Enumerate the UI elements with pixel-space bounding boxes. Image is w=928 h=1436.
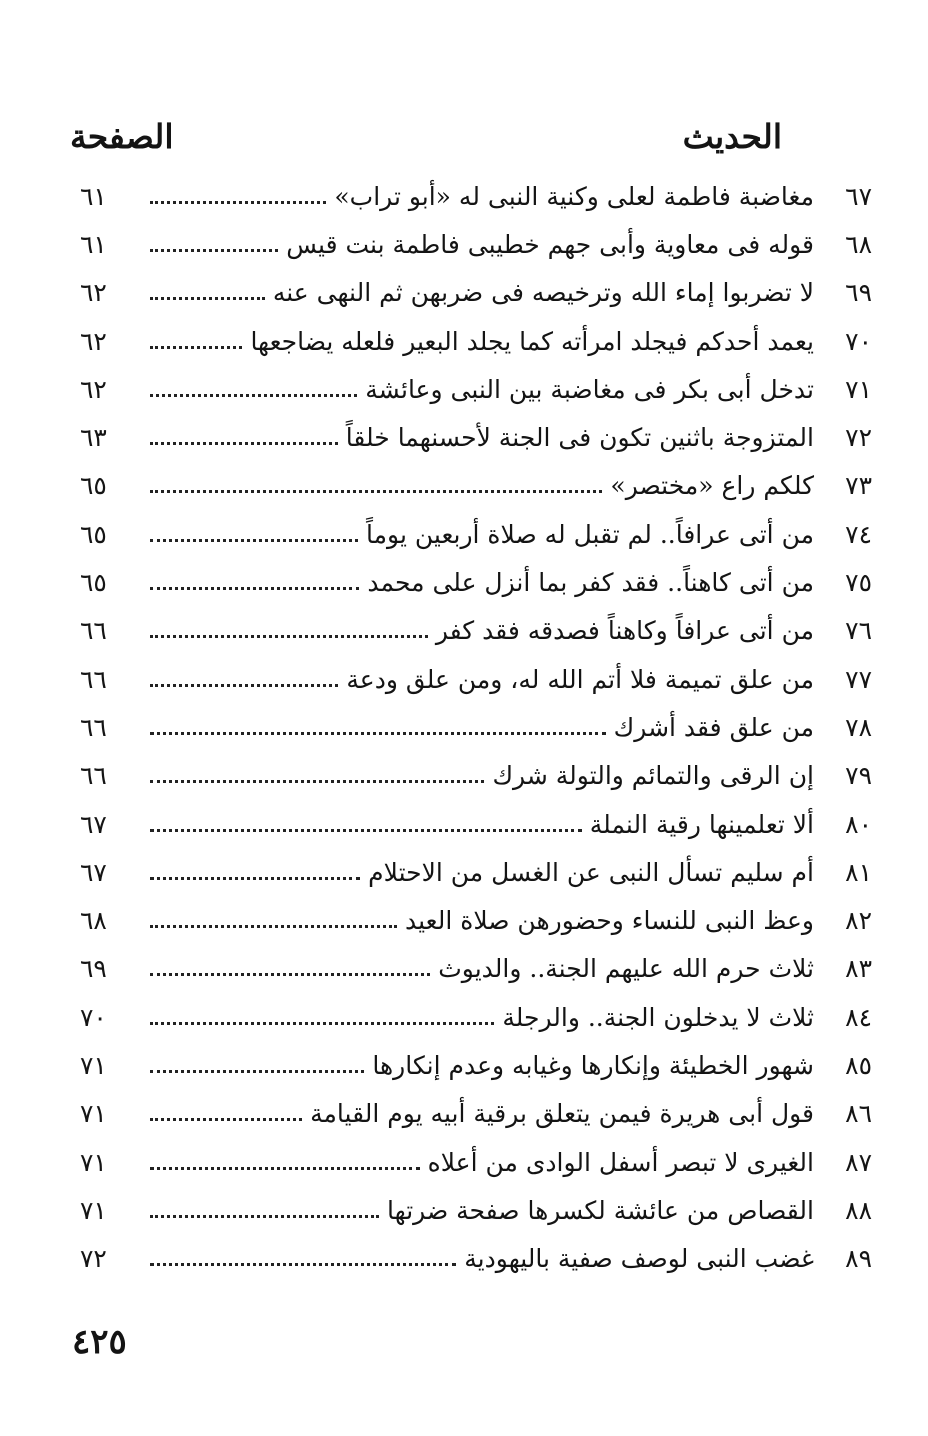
entry-number: ٧٢ (845, 423, 872, 453)
entry-title: وعظ النبى للنساء وحضورهن صلاة العيد (405, 906, 814, 936)
entry-number: ٧١ (845, 374, 872, 404)
entry-title: إن الرقى والتمائم والتولة شرك (492, 761, 814, 791)
leader-dots (150, 635, 428, 638)
entry-number: ٧٣ (845, 471, 872, 501)
entry-title: قوله فى معاوية وأبى جهم خطيبى فاطمة بنت قيس (286, 229, 814, 259)
hadith-column-heading: الحديث (682, 116, 782, 156)
entry-title: لا تضربوا إماء الله وترخيصه فى ضربهن ثم النهى عنه (272, 278, 814, 308)
entry-page: ٧١ (80, 1050, 107, 1080)
entry-page: ٦٥ (80, 471, 107, 501)
toc-entry (80, 993, 872, 1041)
entry-number: ٨٨ (845, 1195, 872, 1225)
entry-number: ٨٥ (845, 1050, 872, 1080)
entry-number: ٦٩ (845, 278, 872, 308)
leader-dots (150, 973, 430, 976)
leader-dots (150, 1263, 456, 1266)
entry-page: ٧٠ (80, 1002, 107, 1032)
leader-dots (150, 1070, 364, 1073)
toc-entry (80, 172, 872, 220)
leader-dots (150, 346, 242, 349)
entry-title: القصاص من عائشة لكسرها صفحة ضرتها (387, 1195, 814, 1225)
toc-entry (80, 800, 872, 848)
toc-entry (80, 220, 872, 268)
toc-entry (80, 317, 872, 365)
entry-page: ٧١ (80, 1195, 107, 1225)
entry-title: من أتى عرافاً.. لم تقبل له صلاة أربعين يوماً (366, 519, 814, 549)
toc-entry (80, 1235, 872, 1283)
toc-entry (80, 848, 872, 896)
toc-entry (80, 1090, 872, 1138)
entry-page: ٦٦ (80, 712, 107, 742)
entry-number: ٨٧ (845, 1147, 872, 1177)
toc-entry (80, 558, 872, 606)
entry-number: ٦٨ (845, 229, 872, 259)
entry-page: ٦٨ (80, 906, 107, 936)
entry-page: ٧٢ (80, 1244, 107, 1274)
toc-entry (80, 1138, 872, 1186)
leader-dots (150, 780, 484, 783)
entry-number: ٧٠ (845, 326, 872, 356)
entry-number: ٨٢ (845, 906, 872, 936)
entry-page: ٦٣ (80, 423, 107, 453)
entry-title: ثلاث لا يدخلون الجنة.. والرجلة (502, 1002, 814, 1032)
toc-entry (80, 703, 872, 751)
entry-title: غضب النبى لوصف صفية باليهودية (464, 1244, 814, 1274)
leader-dots (150, 1118, 302, 1121)
entry-page: ٦٦ (80, 761, 107, 791)
entry-number: ٦٧ (845, 181, 872, 211)
leader-dots (150, 539, 358, 542)
entry-page: ٦٦ (80, 616, 107, 646)
toc-entry (80, 365, 872, 413)
entry-number: ٨٦ (845, 1099, 872, 1129)
leader-dots (150, 249, 278, 252)
entry-page: ٦٢ (80, 278, 107, 308)
entry-page: ٦٩ (80, 954, 107, 984)
toc-entry (80, 510, 872, 558)
leader-dots (150, 829, 582, 832)
entry-number: ٧٥ (845, 568, 872, 598)
entry-page: ٦١ (80, 229, 107, 259)
entry-number: ٨٩ (845, 1244, 872, 1274)
entry-page: ٧١ (80, 1099, 107, 1129)
leader-dots (150, 394, 357, 397)
toc-header (70, 110, 782, 162)
entry-title: من علق فقد أشرك (613, 712, 814, 742)
entry-number: ٧٨ (845, 712, 872, 742)
leader-dots (150, 684, 338, 687)
leader-dots (150, 587, 359, 590)
entry-title: شهور الخطيئة وإنكارها وغيابه وعدم إنكارها (372, 1050, 814, 1080)
toc-entry (80, 752, 872, 800)
entry-page: ٦١ (80, 181, 107, 211)
entry-title: كلكم راع «مختصر» (610, 471, 814, 501)
entry-title: مغاضبة فاطمة لعلى وكنية النبى له «أبو تراب» (334, 181, 814, 211)
entry-number: ٧٤ (845, 519, 872, 549)
entry-title: ثلاث حرم الله عليهم الجنة.. والديوث (438, 954, 814, 984)
toc-entry (80, 462, 872, 510)
page-number: ٤٢٥ (72, 1322, 127, 1362)
toc-entry (80, 269, 872, 317)
entry-page: ٦٥ (80, 568, 107, 598)
entry-page: ٦٦ (80, 664, 107, 694)
toc-entry (80, 655, 872, 703)
leader-dots (150, 490, 602, 493)
leader-dots (150, 201, 326, 204)
toc-entry (80, 1041, 872, 1089)
leader-dots (150, 1167, 420, 1170)
entry-title: تدخل أبى بكر فى مغاضبة بين النبى وعائشة (365, 374, 814, 404)
entry-title: المتزوجة باثنين تكون فى الجنة لأحسنهما خلقاً (345, 423, 814, 453)
toc-entry (80, 1186, 872, 1234)
entry-title: الغيرى لا تبصر أسفل الوادى من أعلاه (427, 1147, 814, 1177)
leader-dots (150, 1215, 379, 1218)
toc-entry (80, 413, 872, 461)
entry-title: من أتى كاهناً.. فقد كفر بما أنزل على محمد (367, 568, 814, 598)
entry-number: ٧٧ (845, 664, 872, 694)
leader-dots (150, 732, 606, 735)
entry-title: من علق تميمة فلا أتم الله له، ومن علق ودعة (346, 664, 814, 694)
leader-dots (150, 297, 265, 300)
entry-title: يعمد أحدكم فيجلد امرأته كما يجلد البعير فلعله يضاجعها (250, 326, 814, 356)
entry-page: ٦٥ (80, 519, 107, 549)
entry-page: ٦٧ (80, 857, 107, 887)
table-of-contents (80, 172, 872, 1283)
leader-dots (150, 877, 360, 880)
entry-page: ٦٧ (80, 809, 107, 839)
entry-page: ٦٢ (80, 374, 107, 404)
leader-dots (150, 1022, 494, 1025)
entry-number: ٧٦ (845, 616, 872, 646)
entry-title: من أتى عرافاً وكاهناً فصدقه فقد كفر (435, 616, 814, 646)
leader-dots (150, 925, 397, 928)
entry-title: قول أبى هريرة فيمن يتعلق برقية أبيه يوم القيامة (310, 1099, 814, 1129)
entry-number: ٨٤ (845, 1002, 872, 1032)
entry-page: ٧١ (80, 1147, 107, 1177)
toc-entry (80, 607, 872, 655)
entry-number: ٨٠ (845, 809, 872, 839)
page-column-heading: الصفحة (70, 116, 174, 156)
toc-entry (80, 896, 872, 944)
toc-entry (80, 945, 872, 993)
entry-title: ألا تعلمينها رقية النملة (589, 809, 814, 839)
entry-title: أم سليم تسأل النبى عن الغسل من الاحتلام (368, 857, 814, 887)
entry-number: ٨١ (845, 857, 872, 887)
entry-number: ٨٣ (845, 954, 872, 984)
entry-page: ٦٢ (80, 326, 107, 356)
leader-dots (150, 442, 338, 445)
entry-number: ٧٩ (845, 761, 872, 791)
